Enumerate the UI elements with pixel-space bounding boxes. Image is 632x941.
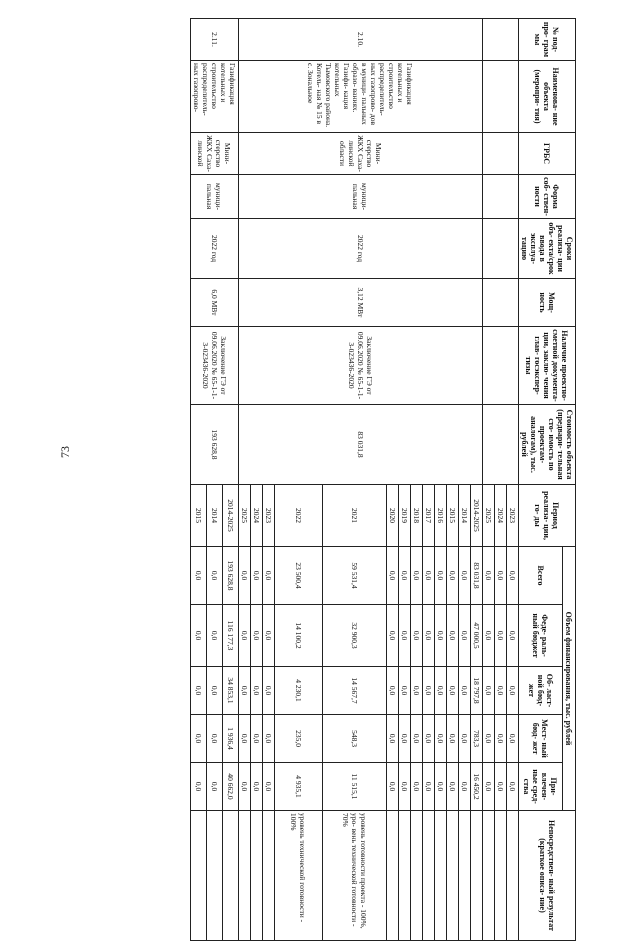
cell-regional: 0,0 bbox=[483, 667, 495, 715]
cell-empty bbox=[483, 405, 519, 485]
cell-federal: 0,0 bbox=[387, 605, 399, 667]
cell-total: 0,0 bbox=[399, 547, 411, 605]
header-finance: Объем финансирования, тыс. рублей bbox=[562, 547, 575, 811]
cell-local: 1 936,4 bbox=[223, 715, 239, 763]
cell-regional: 0,0 bbox=[251, 667, 263, 715]
header-cost: Стоимость объекта (предвари- тельная сто- имость по проектам- аналогам), тыс. рублей bbox=[519, 405, 576, 485]
cell-year: 2014-2025 bbox=[223, 485, 239, 547]
financing-table bbox=[190, 18, 576, 941]
cell-federal: 14 100,2 bbox=[275, 605, 323, 667]
cell-federal: 0,0 bbox=[251, 605, 263, 667]
cell-local: 0,0 bbox=[239, 715, 251, 763]
cell-federal: 0,0 bbox=[411, 605, 423, 667]
cell-result bbox=[239, 811, 251, 941]
cell-attracted: 0,0 bbox=[399, 763, 411, 811]
cell-year: 2014 bbox=[459, 485, 471, 547]
cell-attracted: 0,0 bbox=[507, 763, 519, 811]
cell-year: 2015 bbox=[191, 485, 207, 547]
cell-attracted: 11 515,1 bbox=[323, 763, 387, 811]
header-total: Всего bbox=[519, 547, 563, 605]
cell-empty bbox=[483, 61, 519, 133]
cell-result bbox=[495, 811, 507, 941]
cell-local: 783,3 bbox=[471, 715, 483, 763]
cell-year: 2023 bbox=[507, 485, 519, 547]
cell-year: 2024 bbox=[495, 485, 507, 547]
cell-year: 2024 bbox=[251, 485, 263, 547]
project-2-10-cost: 83 031,8 bbox=[239, 405, 483, 485]
project-2-10-name: Газификация котельных и строительство распределитель- ных газопрово- дов в муници- пальных образо- ваниях. Газифи- кация котельных Тымовского района. Котель- ная № 15 в с. Зональное bbox=[239, 61, 483, 133]
cell-local: 0,0 bbox=[411, 715, 423, 763]
cell-local: 235,0 bbox=[275, 715, 323, 763]
project-2-10-grbs: Мини- стерство ЖКХ Саха- линской области bbox=[239, 133, 483, 175]
cell-result bbox=[411, 811, 423, 941]
cell-result bbox=[459, 811, 471, 941]
cell-regional: 0,0 bbox=[191, 667, 207, 715]
cell-result bbox=[423, 811, 435, 941]
header-local: Мест- ный бюд- жет bbox=[519, 715, 563, 763]
cell-federal: 0,0 bbox=[423, 605, 435, 667]
cell-local: 0,0 bbox=[435, 715, 447, 763]
cell-total: 23 500,4 bbox=[275, 547, 323, 605]
cell-result bbox=[483, 811, 495, 941]
project-2-10-terms: 2022 год bbox=[239, 219, 483, 279]
cell-local: 0,0 bbox=[399, 715, 411, 763]
project-2-10-num: 2.10. bbox=[239, 19, 483, 61]
cell-regional: 0,0 bbox=[435, 667, 447, 715]
header-docs: Наличие проектно- сметной документа- ции, заклю- чения глав- госэкспер- тизы bbox=[519, 327, 576, 405]
cell-result bbox=[223, 811, 239, 941]
rotated-table-container bbox=[16, 18, 576, 931]
cell-year: 2020 bbox=[387, 485, 399, 547]
header-form: Форма соб- ствен- ности bbox=[519, 175, 576, 219]
header-power: Мощ- ность bbox=[519, 279, 576, 327]
cell-result bbox=[447, 811, 459, 941]
cell-attracted: 16 450,2 bbox=[471, 763, 483, 811]
cell-local: 0,0 bbox=[507, 715, 519, 763]
cell-federal: 0,0 bbox=[263, 605, 275, 667]
cell-attracted: 0,0 bbox=[251, 763, 263, 811]
cell-result: уровень технической готовности - 100% bbox=[275, 811, 323, 941]
cell-local: 0,0 bbox=[423, 715, 435, 763]
project-2-11-num: 2.11. bbox=[191, 19, 239, 61]
project-2-11-name: Газификация котельных и строительство распределитель- ных газопрово- bbox=[191, 61, 239, 133]
header-row-1 bbox=[562, 19, 575, 941]
cell-regional: 18 797,8 bbox=[471, 667, 483, 715]
cell-total: 0,0 bbox=[447, 547, 459, 605]
cell-empty bbox=[483, 175, 519, 219]
cell-attracted: 0,0 bbox=[239, 763, 251, 811]
cell-regional: 0,0 bbox=[459, 667, 471, 715]
header-attracted: При- влечен- ные сред- ства bbox=[519, 763, 563, 811]
cell-local: 0,0 bbox=[459, 715, 471, 763]
project-2-11-power: 6,0 МВт bbox=[191, 279, 239, 327]
cell-attracted: 0,0 bbox=[495, 763, 507, 811]
cell-total: 0,0 bbox=[435, 547, 447, 605]
cell-local: 0,0 bbox=[387, 715, 399, 763]
cell-local: 0,0 bbox=[483, 715, 495, 763]
project-2-11-form: муници- пальная bbox=[191, 175, 239, 219]
cell-result bbox=[435, 811, 447, 941]
cell-federal: 116 177,3 bbox=[223, 605, 239, 667]
cell-local: 0,0 bbox=[251, 715, 263, 763]
header-result: Непосредствен- ный результат (краткое описа- ние) bbox=[519, 811, 576, 941]
cell-attracted: 0,0 bbox=[435, 763, 447, 811]
cell-attracted: 4 935,1 bbox=[275, 763, 323, 811]
cell-federal: 0,0 bbox=[495, 605, 507, 667]
cell-total: 0,0 bbox=[207, 547, 223, 605]
cell-regional: 0,0 bbox=[507, 667, 519, 715]
project-2-11-terms: 2022 год bbox=[191, 219, 239, 279]
cell-federal: 0,0 bbox=[447, 605, 459, 667]
table-row bbox=[471, 19, 483, 941]
cell-attracted: 0,0 bbox=[207, 763, 223, 811]
project-2-11-docs: Заключение ГЭ от 09.06.2020 № 65-1-1-3-023436-2020 bbox=[191, 327, 239, 405]
cell-federal: 0,0 bbox=[459, 605, 471, 667]
cell-regional: 34 853,1 bbox=[223, 667, 239, 715]
cell-empty bbox=[483, 19, 519, 61]
cell-attracted: 0,0 bbox=[411, 763, 423, 811]
cell-local: 0,0 bbox=[191, 715, 207, 763]
cell-attracted: 0,0 bbox=[459, 763, 471, 811]
cell-year: 2014-2025 bbox=[471, 485, 483, 547]
cell-empty bbox=[483, 327, 519, 405]
cell-federal: 47 000,5 bbox=[471, 605, 483, 667]
cell-regional: 4 230,1 bbox=[275, 667, 323, 715]
cell-federal: 0,0 bbox=[207, 605, 223, 667]
cell-total: 0,0 bbox=[483, 547, 495, 605]
cell-year: 2018 bbox=[411, 485, 423, 547]
cell-federal: 0,0 bbox=[507, 605, 519, 667]
cell-total: 0,0 bbox=[239, 547, 251, 605]
cell-year: 2025 bbox=[483, 485, 495, 547]
cell-local: 0,0 bbox=[447, 715, 459, 763]
cell-attracted: 0,0 bbox=[387, 763, 399, 811]
cell-regional: 0,0 bbox=[239, 667, 251, 715]
cell-total: 0,0 bbox=[423, 547, 435, 605]
cell-federal: 0,0 bbox=[239, 605, 251, 667]
cell-federal: 32 900,3 bbox=[323, 605, 387, 667]
cell-local: 0,0 bbox=[263, 715, 275, 763]
project-2-11-grbs: Мини- стерство ЖКХ Саха- линской bbox=[191, 133, 239, 175]
project-2-11-cost: 193 628,8 bbox=[191, 405, 239, 485]
cell-result bbox=[251, 811, 263, 941]
cell-federal: 0,0 bbox=[191, 605, 207, 667]
cell-result bbox=[191, 811, 207, 941]
cell-attracted: 0,0 bbox=[423, 763, 435, 811]
cell-empty bbox=[483, 133, 519, 175]
cell-local: 548,3 bbox=[323, 715, 387, 763]
cell-result: уровень готовности проекта - 100%, уро- вень технической готовности - 70% bbox=[323, 811, 387, 941]
cell-regional: 0,0 bbox=[399, 667, 411, 715]
cell-result bbox=[471, 811, 483, 941]
cell-regional: 0,0 bbox=[495, 667, 507, 715]
cell-federal: 0,0 bbox=[399, 605, 411, 667]
cell-result bbox=[507, 811, 519, 941]
cell-result bbox=[207, 811, 223, 941]
header-period: Период реализа- ции, го- ды bbox=[519, 485, 576, 547]
cell-federal: 0,0 bbox=[435, 605, 447, 667]
cell-attracted: 0,0 bbox=[447, 763, 459, 811]
cell-result bbox=[263, 811, 275, 941]
cell-year: 2021 bbox=[323, 485, 387, 547]
cell-local: 0,0 bbox=[495, 715, 507, 763]
cell-total: 0,0 bbox=[459, 547, 471, 605]
cell-regional: 0,0 bbox=[387, 667, 399, 715]
project-2-10-power: 3,12 МВт bbox=[239, 279, 483, 327]
header-regional: Об- ласт- ной бюд- жет bbox=[519, 667, 563, 715]
table-row bbox=[223, 19, 239, 941]
cell-year: 2025 bbox=[239, 485, 251, 547]
cell-total: 0,0 bbox=[263, 547, 275, 605]
cell-total: 83 031,8 bbox=[471, 547, 483, 605]
cell-total: 0,0 bbox=[387, 547, 399, 605]
cell-total: 0,0 bbox=[495, 547, 507, 605]
cell-year: 2019 bbox=[399, 485, 411, 547]
cell-attracted: 0,0 bbox=[263, 763, 275, 811]
page-number: 73 bbox=[58, 446, 72, 458]
cell-result bbox=[399, 811, 411, 941]
cell-regional: 0,0 bbox=[207, 667, 223, 715]
cell-total: 0,0 bbox=[411, 547, 423, 605]
header-num: № под- про- грам мы bbox=[519, 19, 576, 61]
cell-regional: 14 567,7 bbox=[323, 667, 387, 715]
cell-regional: 0,0 bbox=[263, 667, 275, 715]
cell-attracted: 40 662,0 bbox=[223, 763, 239, 811]
project-2-10-docs: Заключение ГЭ от 09.06.2020 № 65-1-1-3-023436-2020 bbox=[239, 327, 483, 405]
cell-total: 59 531,4 bbox=[323, 547, 387, 605]
cell-attracted: 0,0 bbox=[191, 763, 207, 811]
cell-result bbox=[387, 811, 399, 941]
cell-empty bbox=[483, 279, 519, 327]
cell-year: 2014 bbox=[207, 485, 223, 547]
cell-local: 0,0 bbox=[207, 715, 223, 763]
cell-year: 2017 bbox=[423, 485, 435, 547]
cell-regional: 0,0 bbox=[423, 667, 435, 715]
cell-year: 2022 bbox=[275, 485, 323, 547]
cell-total: 193 628,8 bbox=[223, 547, 239, 605]
cell-year: 2023 bbox=[263, 485, 275, 547]
cell-regional: 0,0 bbox=[447, 667, 459, 715]
cell-federal: 0,0 bbox=[483, 605, 495, 667]
header-federal: Феде- раль- ный бюджет bbox=[519, 605, 563, 667]
cell-empty bbox=[483, 219, 519, 279]
cell-year: 2016 bbox=[435, 485, 447, 547]
table-row bbox=[507, 19, 519, 941]
cell-total: 0,0 bbox=[507, 547, 519, 605]
project-2-10-form: муници- пальная bbox=[239, 175, 483, 219]
cell-year: 2015 bbox=[447, 485, 459, 547]
cell-regional: 0,0 bbox=[411, 667, 423, 715]
header-grbs: ГРБС bbox=[519, 133, 576, 175]
cell-total: 0,0 bbox=[191, 547, 207, 605]
header-terms: Сроки реализа- ции объ- екта/срок ввода в эксплуа- тацию bbox=[519, 219, 576, 279]
header-name: Наименова- ние объекта (меропри- тия) bbox=[519, 61, 576, 133]
cell-total: 0,0 bbox=[251, 547, 263, 605]
cell-attracted: 0,0 bbox=[483, 763, 495, 811]
